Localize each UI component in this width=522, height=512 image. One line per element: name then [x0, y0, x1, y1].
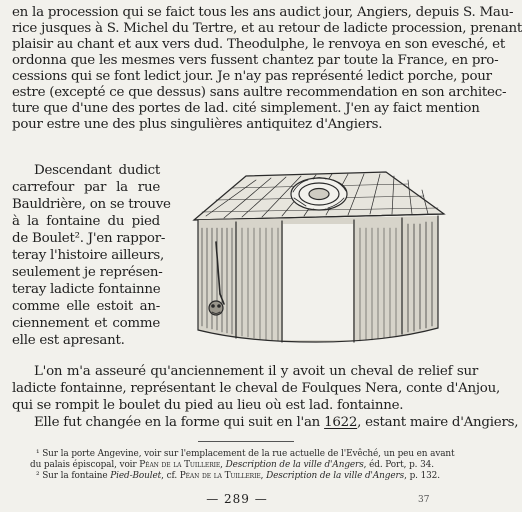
footnote-1-line-1	[36, 449, 455, 460]
text-run: , p. 132.	[404, 471, 440, 481]
book-title: Description de la ville d'Angers	[266, 471, 405, 481]
text-line: ordonna que les mesmes vers fussent chantez par toute la France, en pro-	[12, 53, 499, 68]
text-run: ,	[260, 471, 267, 481]
text-run: , estant maire d'Angiers,	[357, 415, 519, 430]
text-line: comme elle estoit an-	[12, 299, 160, 314]
author: Péan de la Tuillerie	[139, 460, 221, 470]
text-line: Descendant dudict	[34, 163, 160, 178]
book-title: Description de la ville d'Angers	[225, 460, 364, 470]
text-line: estre (excepté ce que dessus) sans aultre recommendation en son architec-	[12, 85, 507, 100]
footnote-rule	[198, 441, 294, 442]
author: Péan de la Tuillerie	[179, 471, 261, 481]
text-run: Pied-Boulet	[110, 471, 162, 481]
text-line: ladicte fontainne, représentant le cheval de Foulques Nera, conte d'Anjou,	[12, 381, 500, 396]
text-line: seulement je représen-	[12, 265, 163, 280]
text-line: ture que d'une des portes de lad. cité simplement. J'en ay faict mention	[12, 101, 480, 116]
text-line: teray l'histoire ailleurs,	[12, 248, 164, 263]
text-run: de Boulet	[12, 231, 75, 246]
footnote-2	[36, 471, 440, 482]
text-run: Sur la fontaine	[42, 471, 111, 481]
text-line: à la fontaine du pied	[12, 214, 160, 229]
text-run: ,	[220, 460, 226, 470]
text-run: , éd. Port, p. 34.	[363, 460, 434, 470]
fountain-illustration	[176, 158, 464, 346]
paragraph-change	[34, 415, 518, 431]
text-line: pour estre une des plus singulières antiquitez d'Angiers.	[12, 117, 383, 132]
year-1622: 1622	[324, 415, 358, 430]
text-line: cessions qui se font ledict jour. Je n'ay pas représenté ledict porche, pour	[12, 69, 492, 84]
text-run: ². J'en rappor-	[74, 231, 166, 246]
text-line: rice jusques à S. Michel du Tertre, et au retour de ladicte procession, prenant	[12, 21, 522, 36]
text-run: , cf.	[161, 471, 180, 481]
text-line: teray ladicte fontainne	[12, 282, 161, 297]
text-run: du palais épiscopal, voir	[30, 460, 140, 470]
text-line: L'on m'a asseuré qu'anciennement il y avoit un cheval de relief sur	[34, 364, 478, 379]
footnote-mark: ¹	[36, 449, 40, 459]
text-line: ciennement et comme	[12, 316, 160, 331]
signature-mark: 37	[418, 495, 430, 505]
text-run: Sur la porte Angevine, voir sur l'emplacement de la rue actuelle de l'Evêché, un peu en avant	[42, 449, 455, 459]
text-line: carrefour par la rue	[12, 180, 160, 195]
text-run: Elle fut changée en la forme qui suit en l'an	[34, 415, 321, 430]
text-line: plaisir au chant et aux vers dud. Theodulphe, le renvoya en son evesché, et	[12, 37, 505, 52]
text-line: Bauldrière, on se trouve	[12, 197, 171, 212]
text-line	[12, 231, 166, 247]
text-line: en la procession qui se faict tous les ans audict jour, Angiers, depuis S. Mau-	[12, 5, 514, 20]
text-line: qui se rompit le boulet du pied au lieu où est lad. fontainne.	[12, 398, 404, 413]
footnote-1-line-2	[30, 460, 434, 471]
text-line: elle est apresant.	[12, 333, 125, 348]
footnote-mark: ²	[36, 471, 40, 481]
page-number: — 289 —	[206, 492, 268, 506]
